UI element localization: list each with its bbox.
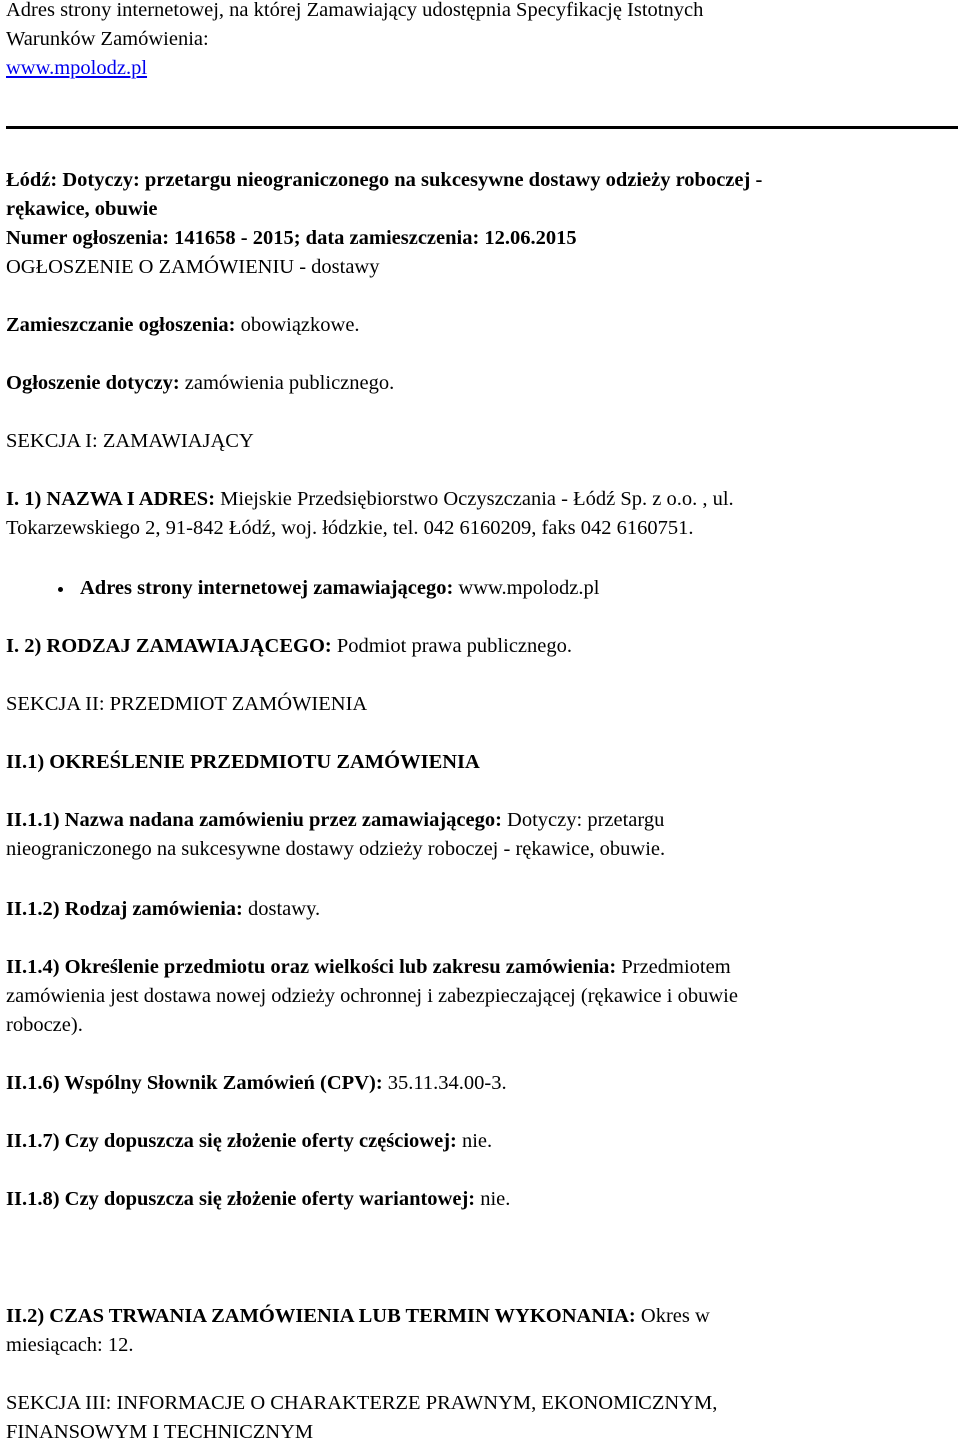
duration-value: Okres w <box>635 1305 710 1327</box>
concerns-value: zamówienia publicznego. <box>179 372 395 394</box>
notice-title <box>6 166 956 253</box>
partial-offer-value: nie. <box>456 1130 493 1152</box>
notice-number: Numer ogłoszenia: 141658 - 2015; data zamieszczenia: 12.06.2015 <box>6 227 577 249</box>
placement-value: obowiązkowe. <box>235 314 360 336</box>
contractor-name-block <box>6 485 956 543</box>
order-name-value: Dotyczy: przetargu <box>501 809 665 831</box>
section-3-heading-line-1: SEKCJA III: INFORMACJE O CHARAKTERZE PRAWNYM, EKONOMICZNYM, <box>6 1392 718 1414</box>
site-link[interactable]: www.mpolodz.pl <box>6 57 148 79</box>
variant-offer-label: II.1.8) Czy dopuszcza się złożenie oferty wariantowej: <box>6 1188 476 1210</box>
cpv-label: II.1.6) Wspólny Słownik Zamówień (CPV): <box>6 1072 383 1094</box>
order-kind-value: dostawy. <box>242 898 321 920</box>
order-scope-value-3: robocze). <box>6 1014 83 1036</box>
order-kind-label: II.1.2) Rodzaj zamówienia: <box>6 898 243 920</box>
notice-title-line-2: rękawice, obuwie <box>6 198 158 220</box>
bullet-icon <box>58 587 63 592</box>
www-value: www.mpolodz.pl <box>453 577 600 599</box>
intro-block <box>6 0 956 83</box>
order-scope-block <box>6 953 956 1040</box>
cpv-value: 35.11.34.00-3. <box>382 1072 507 1094</box>
order-scope-value: Przedmiotem <box>616 956 731 978</box>
order-name-block <box>6 806 956 864</box>
section-1-heading: SEKCJA I: ZAMAWIAJĄCY <box>6 430 254 452</box>
section-3-heading <box>6 1389 956 1447</box>
duration-block <box>6 1302 956 1360</box>
notice-type: OGŁOSZENIE O ZAMÓWIENIU - dostawy <box>6 256 380 278</box>
notice-title-line-1: Łódź: Dotyczy: przetargu nieograniczonego na sukcesywne dostawy odzieży roboczej - <box>6 169 763 191</box>
contractor-kind-value: Podmiot prawa publicznego. <box>331 635 572 657</box>
intro-line-1: Adres strony internetowej, na której Zamawiający udostępnia Specyfikację Istotnych <box>6 0 704 21</box>
duration-label: II.2) CZAS TRWANIA ZAMÓWIENIA LUB TERMIN WYKONANIA: <box>6 1305 636 1327</box>
contractor-kind-label: I. 2) RODZAJ ZAMAWIAJĄCEGO: <box>6 635 332 657</box>
order-name-value-2: nieograniczonego na sukcesywne dostawy odzieży roboczej - rękawice, obuwie. <box>6 838 666 860</box>
order-scope-label: II.1.4) Określenie przedmiotu oraz wielkości lub zakresu zamówienia: <box>6 956 617 978</box>
partial-offer-label: II.1.7) Czy dopuszcza się złożenie oferty częściowej: <box>6 1130 457 1152</box>
concerns-label: Ogłoszenie dotyczy: <box>6 372 180 394</box>
intro-line-2: Warunków Zamówienia: <box>6 28 209 50</box>
section-2-subheading: II.1) OKREŚLENIE PRZEDMIOTU ZAMÓWIENIA <box>6 751 480 773</box>
horizontal-rule <box>6 126 958 129</box>
www-list-item <box>6 574 956 603</box>
duration-value-2: miesiącach: 12. <box>6 1334 134 1356</box>
section-2-heading: SEKCJA II: PRZEDMIOT ZAMÓWIENIA <box>6 693 368 715</box>
www-label: Adres strony internetowej zamawiającego: <box>80 577 454 599</box>
contractor-name-label: I. 1) NAZWA I ADRES: <box>6 488 216 510</box>
placement-label: Zamieszczanie ogłoszenia: <box>6 314 236 336</box>
order-scope-value-2: zamówienia jest dostawa nowej odzieży ochronnej i zabezpieczającej (rękawice i obuwie <box>6 985 738 1007</box>
contractor-address: Tokarzewskiego 2, 91-842 Łódź, woj. łódzkie, tel. 042 6160209, faks 042 6160751. <box>6 517 694 539</box>
contractor-name-value: Miejskie Przedsiębiorstwo Oczyszczania - Łódź Sp. z o.o. , ul. <box>215 488 734 510</box>
order-name-label: II.1.1) Nazwa nadana zamówieniu przez zamawiającego: <box>6 809 502 831</box>
section-3-heading-line-2: FINANSOWYM I TECHNICZNYM <box>6 1421 314 1443</box>
variant-offer-value: nie. <box>475 1188 511 1210</box>
